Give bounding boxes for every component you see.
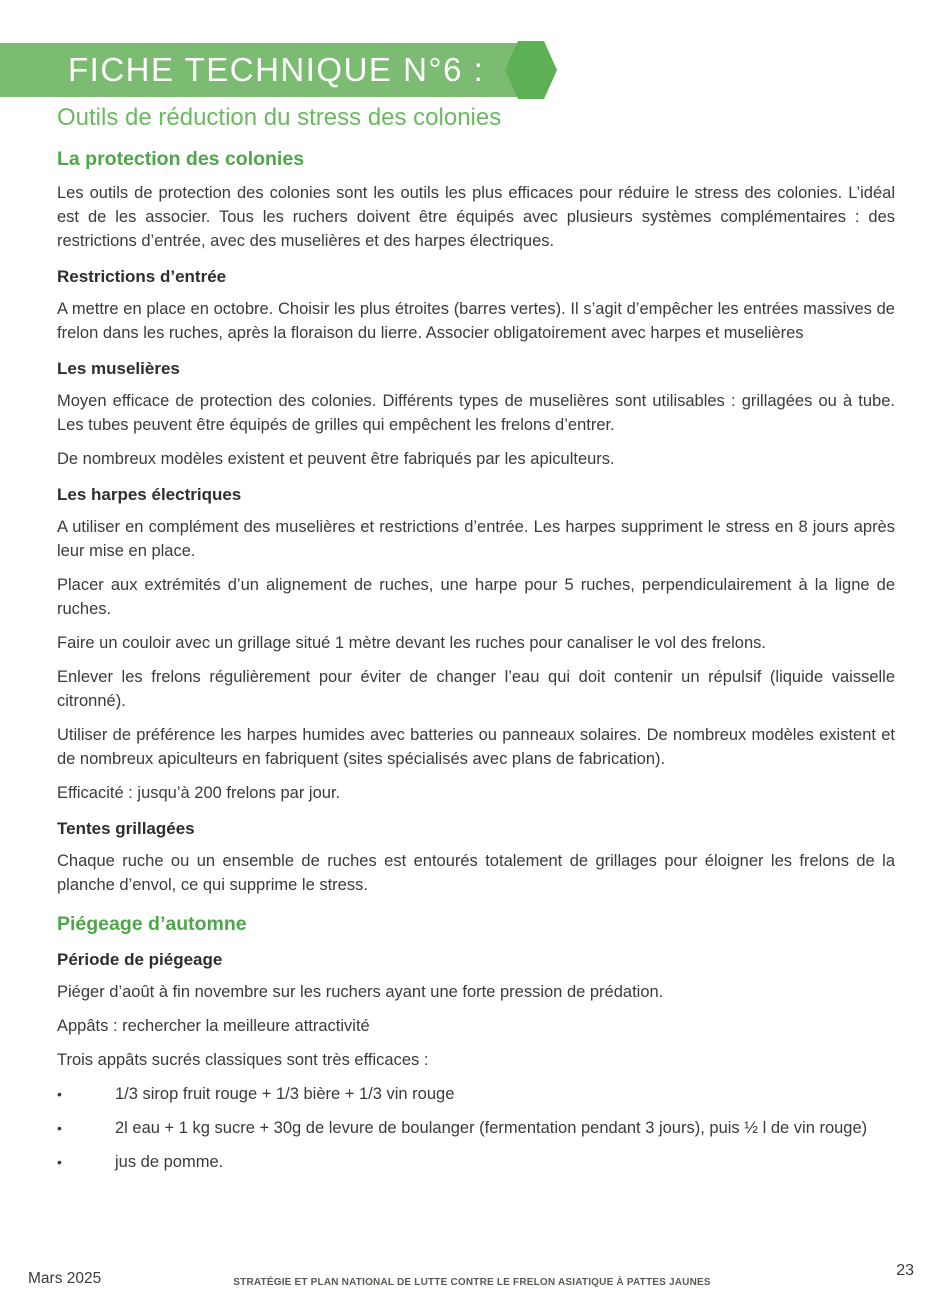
paragraph: Utiliser de préférence les harpes humides avec batteries ou panneaux solaires. De nombreux modèles existent et de nombreux apiculteurs en fabriquent (sites spécialisés avec plans de fabrication).	[57, 726, 895, 768]
paragraph: Efficacité : jusqu’à 200 frelons par jour.	[57, 784, 341, 802]
bullet-text: 1/3 sirop fruit rouge + 1/3 bière + 1/3 vin rouge	[115, 1085, 455, 1103]
paragraph: Enlever les frelons régulièrement pour éviter de changer l’eau qui doit contenir un répulsif (liquide vaisselle citronné).	[57, 668, 895, 710]
page-subtitle: Outils de réduction du stress des colonies	[57, 104, 502, 131]
bullet-item	[57, 1150, 895, 1174]
page-number: 23	[896, 1262, 914, 1279]
paragraph: Les outils de protection des colonies sont les outils les plus efficaces pour réduire le stress des colonies. L’idéal est de les associer. Tous les ruchers doivent être équipés avec plusieurs systèmes complémentaires : des restrictions d’entrée, avec des muselières et des harpes électriques.	[57, 184, 895, 250]
document-body	[57, 104, 895, 1184]
paragraph: Moyen efficace de protection des colonies. Différents types de muselières sont utilisables : grillagées ou à tube. Les tubes peuvent être équipés de grilles qui empêchent les frelons d’entrer.	[57, 392, 895, 434]
footer-date: Mars 2025	[28, 1270, 102, 1287]
bullet-icon: •	[57, 1086, 62, 1102]
hexagon-icon	[505, 40, 557, 100]
bullet-icon: •	[57, 1154, 62, 1170]
section-heading-protection: La protection des colonies	[57, 148, 305, 170]
paragraph: Appâts : rechercher la meilleure attractivité	[57, 1017, 370, 1035]
footer-document-title: STRATÉGIE ET PLAN NATIONAL DE LUTTE CONTRE LE FRELON ASIATIQUE À PATTES JAUNES	[233, 1277, 711, 1288]
subheading-tentes: Tentes grillagées	[57, 819, 195, 838]
paragraph: Trois appâts sucrés classiques sont très efficaces :	[57, 1051, 429, 1069]
banner-title: FICHE TECHNIQUE N°6 :	[68, 51, 485, 88]
bullet-icon: •	[57, 1120, 62, 1136]
paragraph: A utiliser en complément des muselières et restrictions d’entrée. Les harpes suppriment le stress en 8 jours après leur mise en place.	[57, 518, 895, 560]
subheading-muselieres: Les muselières	[57, 359, 180, 378]
paragraph: De nombreux modèles existent et peuvent être fabriqués par les apiculteurs.	[57, 450, 615, 468]
bullet-text: jus de pomme.	[115, 1153, 224, 1171]
section-heading-piegeage: Piégeage d’automne	[57, 913, 247, 935]
paragraph: Chaque ruche ou un ensemble de ruches est entourés totalement de grillages pour éloigner les frelons de la planche d’envol, ce qui supprime le stress.	[57, 852, 895, 894]
paragraph: A mettre en place en octobre. Choisir les plus étroites (barres vertes). Il s’agit d’empêcher les entrées massives de frelon dans les ruches, après la floraison du lierre. Associer obligatoirement avec harpes et muselières	[57, 300, 895, 342]
bullet-item	[57, 1116, 895, 1140]
subheading-harpes: Les harpes électriques	[57, 485, 242, 504]
bullet-item	[57, 1082, 895, 1106]
paragraph: Piéger d’août à fin novembre sur les ruchers ayant une forte pression de prédation.	[57, 983, 664, 1001]
banner	[0, 43, 544, 97]
subheading-restrictions: Restrictions d’entrée	[57, 267, 227, 286]
paragraph: Faire un couloir avec un grillage situé 1 mètre devant les ruches pour canaliser le vol des frelons.	[57, 634, 766, 652]
paragraph: Placer aux extrémités d’un alignement de ruches, une harpe pour 5 ruches, perpendiculairement à la ligne de ruches.	[57, 576, 895, 618]
subheading-periode: Période de piégeage	[57, 950, 223, 969]
bullet-text: 2l eau + 1 kg sucre + 30g de levure de boulanger (fermentation pendant 3 jours), puis ½ l de vin rouge)	[115, 1119, 868, 1137]
